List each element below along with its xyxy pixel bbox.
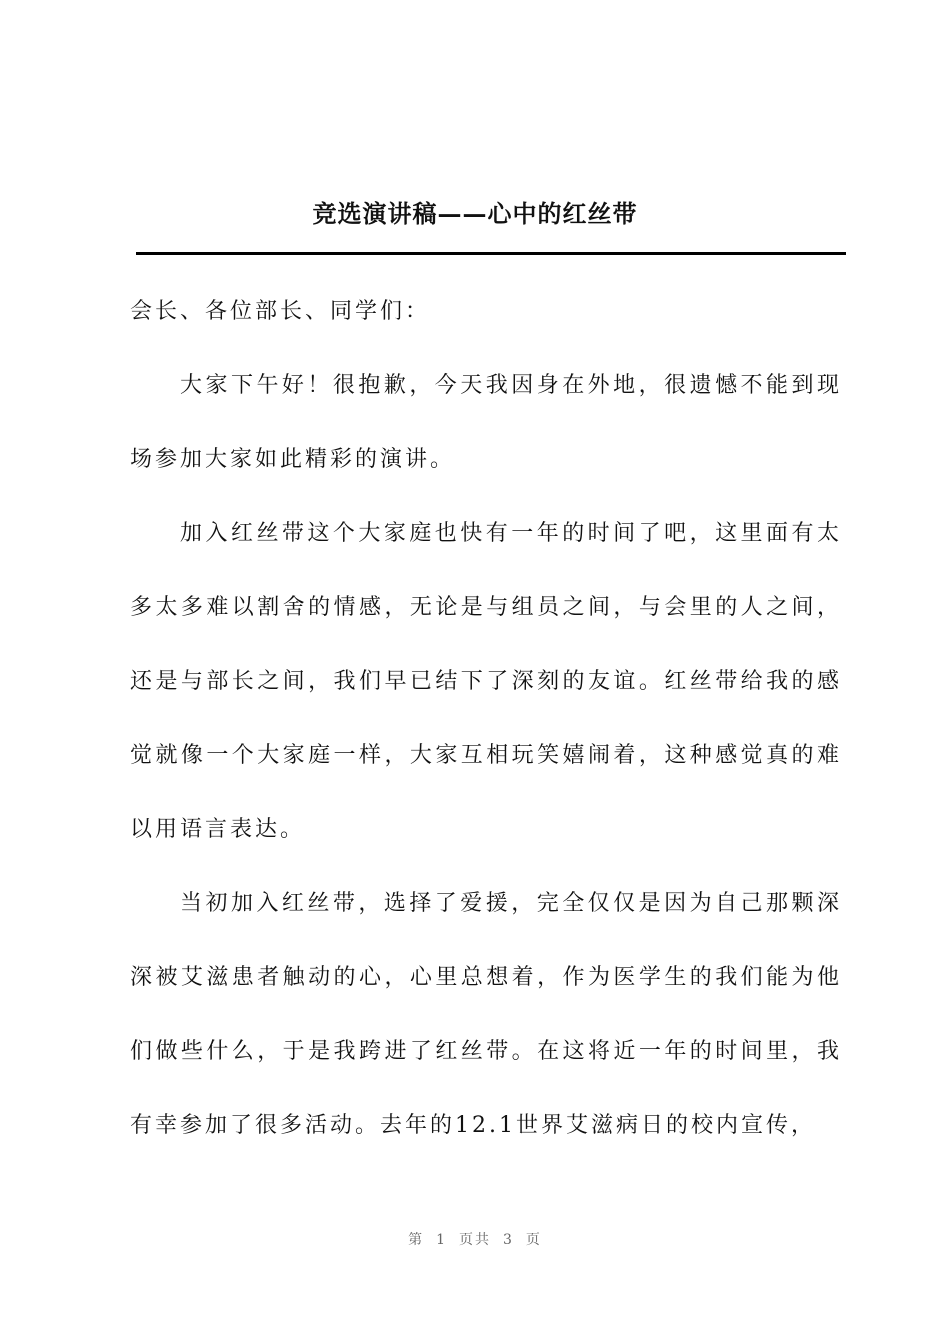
footer-middle: 页共 xyxy=(459,1232,491,1248)
footer-prefix: 第 xyxy=(408,1232,425,1248)
title-underline xyxy=(136,252,846,255)
paragraph-2: 加入红丝带这个大家庭也快有一年的时间了吧，这里面有太多太多难以割舍的情感，无论是与组员之间，与会里的人之间，还是与部长之间，我们早已结下了深刻的友谊。红丝带给我的感觉就像一个大家庭一样，大家互相玩笑嬉闹着，这种感觉真的难以用语言表达。 xyxy=(130,521,842,842)
paragraph-3: 当初加入红丝带，选择了爱援，完全仅仅是因为自己那颗深深被艾滋患者触动的心，心里总想着，作为医学生的我们能为他们做些什么，于是我跨进了红丝带。在这将近一年的时间里，我有幸参加了很多活动。去年的12.1世界艾滋病日的校内宣传， xyxy=(130,891,842,1138)
paragraph-1: 大家下午好！很抱歉，今天我因身在外地，很遗憾不能到现场参加大家如此精彩的演讲。 xyxy=(130,373,842,472)
page-number: 1 xyxy=(436,1232,447,1248)
page-footer xyxy=(0,1229,950,1249)
footer-suffix: 页 xyxy=(525,1232,542,1248)
document-body xyxy=(130,275,842,1163)
document-title: 竞选演讲稿——心中的红丝带 xyxy=(312,199,638,228)
page-total: 3 xyxy=(503,1232,514,1248)
greeting: 会长、各位部长、同学们： xyxy=(130,299,431,324)
